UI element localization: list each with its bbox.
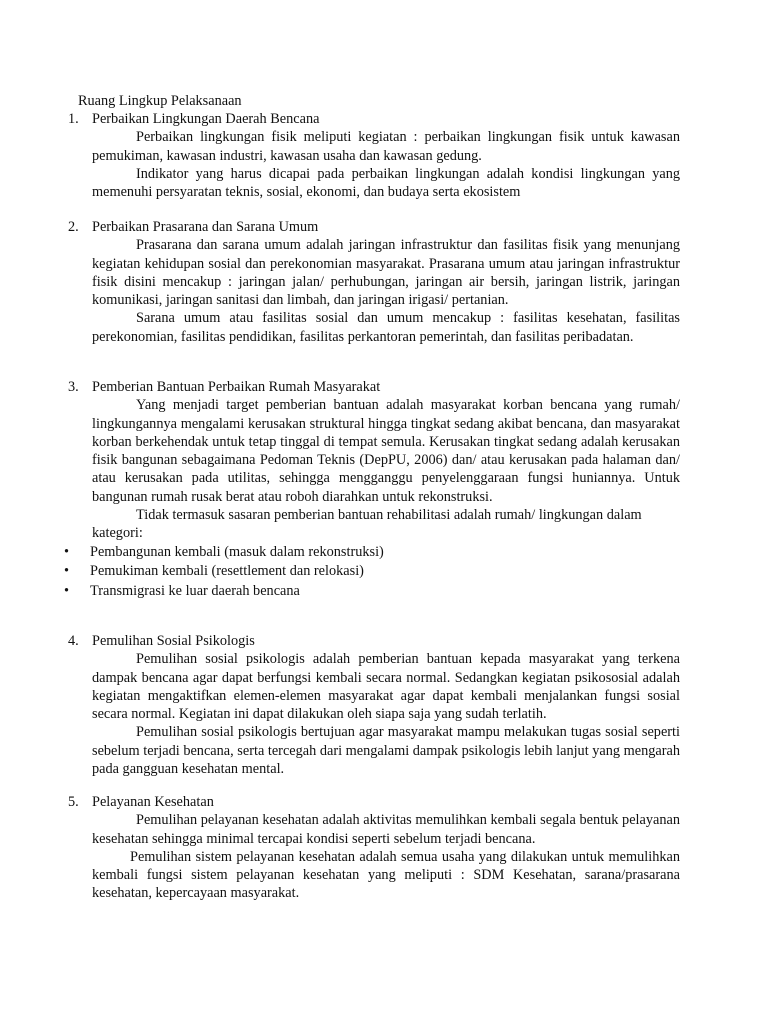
bullet-list bbox=[64, 543, 680, 602]
section-3 bbox=[64, 378, 680, 601]
section-heading bbox=[68, 793, 680, 811]
list-item-text: Transmigrasi ke luar daerah bencana bbox=[90, 582, 300, 599]
list-item bbox=[64, 543, 680, 563]
list-item-text: Pembangunan kembali (masuk dalam rekonstruksi) bbox=[90, 543, 384, 560]
section-heading bbox=[68, 110, 680, 128]
paragraph: Pemulihan sistem pelayanan kesehatan adalah semua usaha yang dilakukan untuk memulihkan kembali fungsi sistem pelayanan kesehatan yang meliputi : SDM Kesehatan, sarana/prasarana kesehatan, kepercayaan masyarakat. bbox=[92, 848, 680, 902]
list-item-text: Pemukiman kembali (resettlement dan relokasi) bbox=[90, 563, 364, 580]
section-2 bbox=[68, 218, 680, 346]
paragraph: Pemulihan sosial psikologis adalah pemberian bantuan kepada masyarakat yang terkena dampak bencana agar dapat berfungsi kembali secara normal. Sedangkan kegiatan psikososial adalah kegiatan mengaktifkan elemen-elemen masyarakat agar dapat kembali menjalankan fungsi sosial secara normal. Kegiatan ini dapat dilakukan oleh siapa saja yang sudah terlatih. bbox=[92, 651, 680, 723]
section-heading bbox=[68, 218, 680, 236]
list-item bbox=[64, 562, 680, 582]
document-title: Ruang Lingkup Pelaksanaan bbox=[78, 93, 242, 109]
section-number: 2. bbox=[68, 219, 79, 235]
section-title: Pemulihan Sosial Psikologis bbox=[92, 633, 255, 649]
bullet-icon: • bbox=[64, 563, 70, 580]
section-4 bbox=[68, 632, 680, 778]
section-heading bbox=[68, 632, 680, 650]
section-heading bbox=[68, 378, 680, 396]
section-title: Perbaikan Prasarana dan Sarana Umum bbox=[92, 219, 319, 235]
paragraph: Sarana umum atau fasilitas sosial dan umum mencakup : fasilitas kesehatan, fasilitas perekonomian, fasilitas pendidikan, fasilitas perkantoran pemerintah, dan fasilitas peribadatan. bbox=[92, 310, 680, 345]
paragraph: kategori: bbox=[92, 525, 143, 542]
bullet-icon: • bbox=[64, 582, 70, 599]
paragraph: Tidak termasuk sasaran pemberian bantuan rehabilitasi adalah rumah/ lingkungan dalam bbox=[136, 507, 642, 524]
paragraph: Pemulihan pelayanan kesehatan adalah aktivitas memulihkan kembali segala bentuk pelayanan kesehatan sehingga minimal tercapai kondisi seperti sebelum terjadi bencana. bbox=[92, 812, 680, 847]
section-title: Perbaikan Lingkungan Daerah Bencana bbox=[92, 111, 320, 127]
bullet-icon: • bbox=[64, 543, 70, 560]
section-number: 4. bbox=[68, 633, 79, 649]
section-5 bbox=[68, 793, 680, 903]
section-title: Pelayanan Kesehatan bbox=[92, 794, 214, 810]
section-1 bbox=[68, 110, 680, 201]
section-number: 5. bbox=[68, 794, 79, 810]
section-number: 3. bbox=[68, 379, 79, 395]
paragraph: Perbaikan lingkungan fisik meliputi kegiatan : perbaikan lingkungan fisik untuk kawasan pemukiman, kawasan industri, kawasan usaha dan kawasan gedung. bbox=[92, 129, 680, 164]
paragraph: Indikator yang harus dicapai pada perbaikan lingkungan adalah kondisi lingkungan yang memenuhi persyaratan teknis, sosial, ekonomi, dan budaya serta ekosistem bbox=[92, 165, 680, 201]
paragraph: Yang menjadi target pemberian bantuan adalah masyarakat korban bencana yang rumah/ lingkungannya mengalami kerusakan struktural hingga tingkat sedang akibat bencana, dan masyarakat korban berkehendak untuk tetap tinggal di tempat semula. Kerusakan tingkat sedang adalah kerusakan fisik bangunan sebagaimana Pedoman Teknis (DepPU, 2006) dan/ atau kerusakan pada halaman dan/ atau kerusakan pada utilitas, sehingga mengganggu penyelenggaraan fungsi huniannya. Untuk bangunan rumah rusak berat atau roboh diarahkan untuk rekonstruksi. bbox=[92, 397, 680, 505]
list-item bbox=[64, 582, 680, 602]
section-number: 1. bbox=[68, 111, 79, 127]
section-title: Pemberian Bantuan Perbaikan Rumah Masyarakat bbox=[92, 379, 381, 395]
paragraph: Pemulihan sosial psikologis bertujuan agar masyarakat mampu melakukan tugas sosial seperti sebelum terjadi bencana, serta tercegah dari mengalami dampak psikologis lebih lanjut yang mengarah pada gangguan kesehatan mental. bbox=[92, 724, 680, 778]
paragraph: Prasarana dan sarana umum adalah jaringan infrastruktur dan fasilitas fisik yang menunjang kegiatan kehidupan sosial dan perekonomian masyarakat. Prasarana umum atau jaringan infrastruktur fisik disini mencakup : jaringan jalan/ perhubungan, jaringan air bersih, jaringan listrik, jaringan komunikasi, jaringan sanitasi dan limbah, dan jaringan irigasi/ pertanian. bbox=[92, 237, 680, 309]
